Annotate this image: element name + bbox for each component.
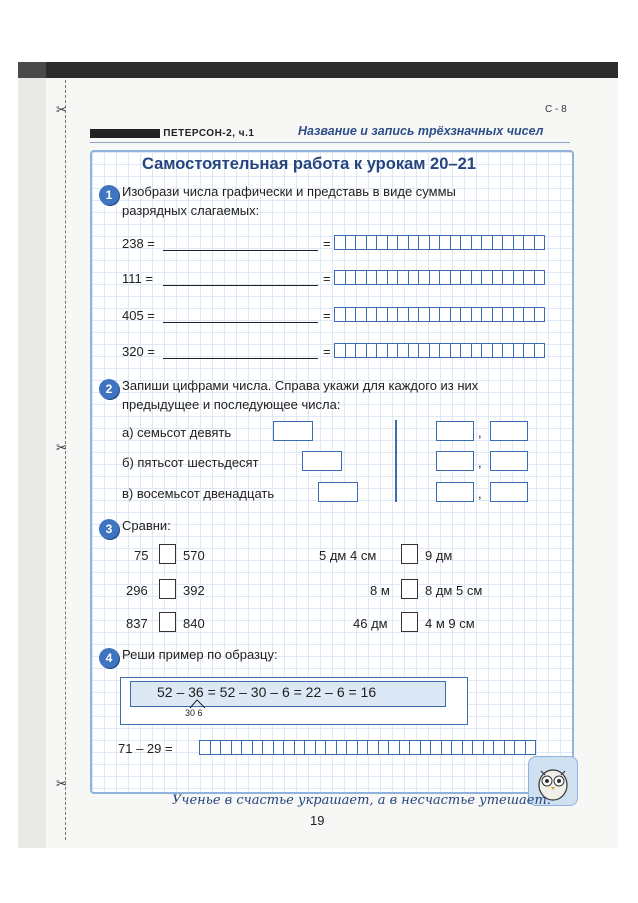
next-number-box[interactable] [490,451,528,471]
page-gutter [18,78,46,848]
topic-rule [90,142,570,143]
task-number-1: 1 [99,185,119,205]
number-answer-box[interactable] [318,482,358,502]
scissors-icon: ✂ [56,440,67,455]
page-title: Самостоятельная работа к урокам 20–21 [142,155,476,173]
equals-sign: = [323,308,331,323]
previous-number-box[interactable] [436,451,474,471]
previous-number-box[interactable] [436,421,474,441]
compare-right: 840 [183,616,205,631]
compare-sign-box[interactable] [401,612,418,632]
scan-bottom-margin [0,848,638,903]
compare-right: 4 м 9 см [425,616,475,631]
task1-row-label: 405 = [122,308,155,323]
task-number-2: 2 [99,379,119,399]
compare-sign-box[interactable] [159,544,176,564]
scan-dark-band [18,62,618,78]
number-answer-box[interactable] [273,421,313,441]
page-code: С - 8 [545,104,567,115]
compare-left: 75 [134,548,149,563]
motto: Ученье в счастье украшает, а в несчастье утешает. [172,793,551,808]
page-fold [18,62,46,78]
equals-sign: = [323,236,331,251]
topic-heading: Название и запись трёхзначных чисел [298,124,544,138]
task1-row-label: 111 = [122,271,153,286]
compare-sign-box[interactable] [159,579,176,599]
task4-text: Реши пример по образцу: [122,647,278,662]
answer-line[interactable] [163,285,318,286]
compare-left: 8 м [370,583,390,598]
compare-right: 8 дм 5 см [425,583,483,598]
book-code-text: ПЕТЕРСОН-2, ч.1 [163,128,255,139]
compare-right: 392 [183,583,205,598]
previous-number-box[interactable] [436,482,474,502]
scissors-icon: ✂ [56,776,67,791]
comma: , [478,455,482,470]
compare-right: 9 дм [425,548,453,563]
task1-row-label: 238 = [122,236,155,251]
compare-left: 46 дм [353,616,388,631]
scissors-icon: ✂ [56,102,67,117]
number-answer-box[interactable] [302,451,342,471]
answer-line[interactable] [163,358,318,359]
task1-row-label: 320 = [122,344,155,359]
compare-sign-box[interactable] [401,579,418,599]
book-code [90,128,254,139]
task2-item: б) пятьсот шестьдесят [122,455,259,470]
task3-text: Сравни: [122,518,171,533]
split-numbers: 30 6 [185,708,203,718]
compare-left: 837 [126,616,148,631]
task1-text-line2: разрядных слагаемых: [122,203,260,218]
answer-cells[interactable] [199,740,535,755]
next-number-box[interactable] [490,482,528,502]
answer-line[interactable] [163,322,318,323]
cut-line [65,80,66,840]
task2-text-line1: Запиши цифрами числа. Справа укажи для каждого из них [122,378,479,393]
equals-sign: = [323,344,331,359]
answer-cells[interactable] [334,343,544,358]
divider-line [395,420,397,502]
task-number-3: 3 [99,519,119,539]
compare-sign-box[interactable] [159,612,176,632]
task1-text-line1: Изобрази числа графически и представь в виде суммы [122,184,456,199]
page-number: 19 [310,813,325,828]
task-number-4: 4 [99,648,119,668]
sample-solution: 52 – 36 = 52 – 30 – 6 = 22 – 6 = 16 [157,684,377,700]
answer-cells[interactable] [334,270,544,285]
comma: , [478,425,482,440]
task2-item: в) восемьсот двенадцать [122,486,275,501]
comma: , [478,486,482,501]
task2-text-line2: предыдущее и последующее числа: [122,397,341,412]
exercise: 71 – 29 = [118,741,173,756]
answer-line[interactable] [163,250,318,251]
scan-top-margin [0,0,638,62]
compare-left: 5 дм 4 см [319,548,377,563]
answer-cells[interactable] [334,307,544,322]
compare-sign-box[interactable] [401,544,418,564]
code-block [90,129,160,138]
equals-sign: = [323,271,331,286]
task2-item: а) семьсот девять [122,425,232,440]
answer-cells[interactable] [334,235,544,250]
next-number-box[interactable] [490,421,528,441]
compare-left: 296 [126,583,148,598]
compare-right: 570 [183,548,205,563]
